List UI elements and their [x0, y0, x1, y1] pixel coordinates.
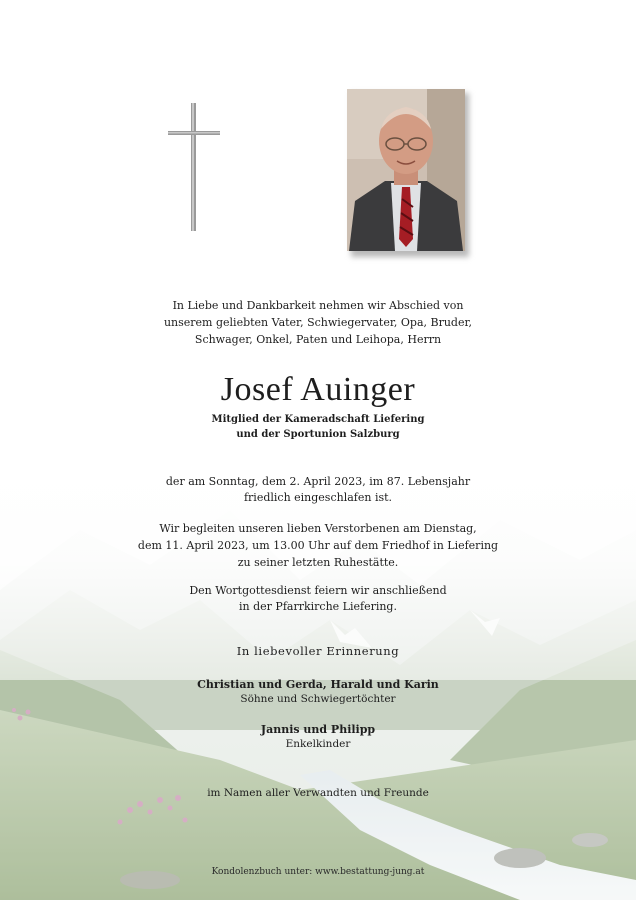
intro-line: In Liebe und Dankbarkeit nehmen wir Abschied von — [172, 299, 464, 312]
intro-line: unserem geliebten Vater, Schwiegervater, Opa, Bruder, — [163, 316, 473, 329]
service-notice — [0, 583, 636, 615]
cross-icon — [168, 103, 220, 233]
funeral-notice — [0, 520, 636, 571]
service-notice-line: Den Wortgottesdienst feiern wir anschließend — [189, 584, 447, 597]
memory-heading: In liebevoller Erinnerung — [236, 644, 400, 658]
affiliation-line: Mitglied der Kameradschaft Liefering — [211, 414, 425, 425]
family-role: Enkelkinder — [285, 738, 351, 750]
family-role: Söhne und Schwiegertöchter — [240, 693, 396, 705]
service-notice-line: in der Pfarrkirche Liefering. — [239, 600, 397, 613]
portrait-photo — [347, 89, 465, 251]
funeral-notice-line: zu seiner letzten Ruhestätte. — [237, 556, 399, 569]
death-notice — [0, 474, 636, 506]
deceased-name: Josef Auinger — [220, 371, 416, 408]
family-names: Jannis und Philipp — [260, 723, 376, 736]
death-notice-line: der am Sonntag, dem 2. April 2023, im 87. Lebensjahr — [165, 475, 471, 488]
closing-text: im Namen aller Verwandten und Freunde — [207, 787, 429, 799]
intro-text — [0, 297, 636, 348]
affiliation — [0, 412, 636, 442]
intro-line: Schwager, Onkel, Paten und Leihopa, Herrn — [194, 333, 442, 346]
family-names: Christian und Gerda, Harald und Karin — [197, 678, 439, 691]
affiliation-line: und der Sportunion Salzburg — [236, 429, 400, 440]
funeral-notice-line: dem 11. April 2023, um 13.00 Uhr auf dem Friedhof in Liefering — [137, 539, 499, 552]
condolence-footer: Kondolenzbuch unter: www.bestattung-jung.at — [211, 867, 425, 877]
death-notice-line: friedlich eingeschlafen ist. — [243, 491, 393, 504]
funeral-notice-line: Wir begleiten unseren lieben Verstorbenen am Dienstag, — [159, 522, 477, 535]
